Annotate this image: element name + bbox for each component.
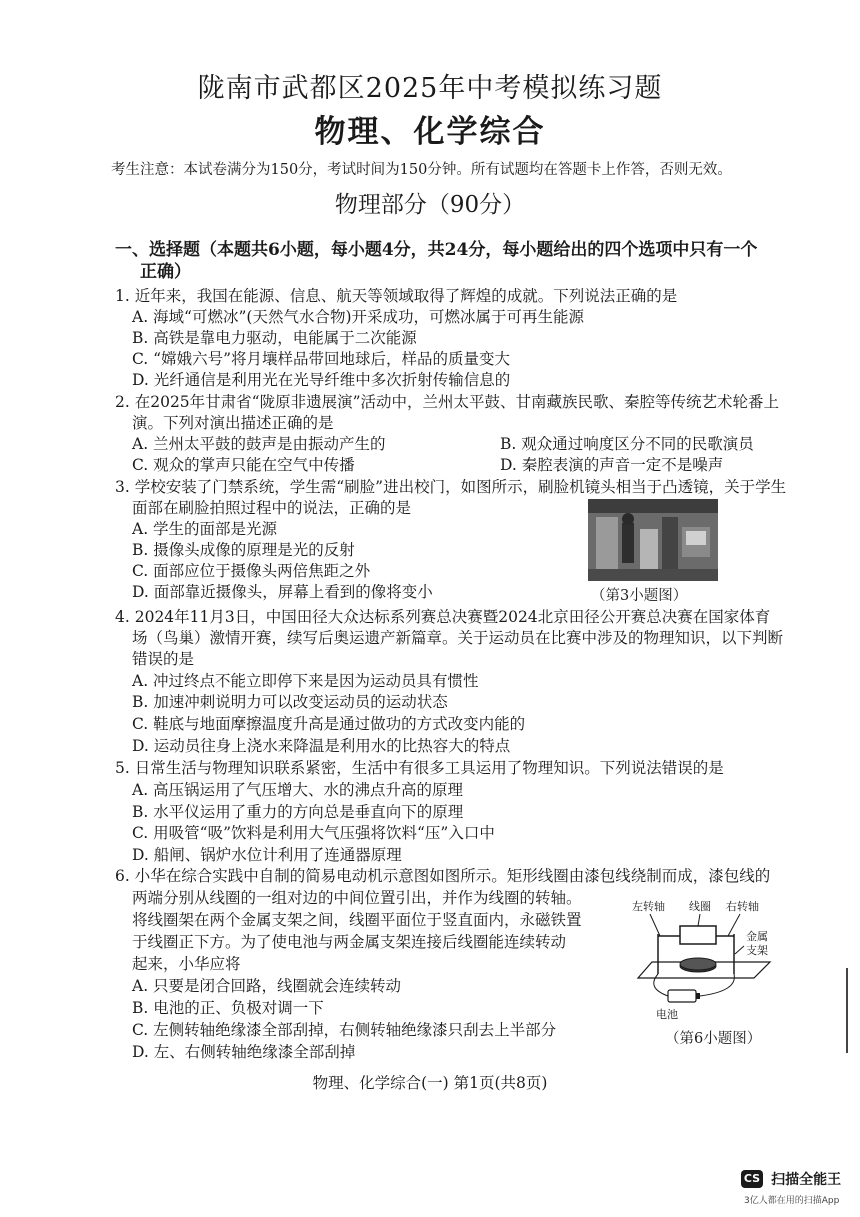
q2-option-a: A. 兰州太平鼓的鼓声是由振动产生的 xyxy=(132,435,386,453)
q4-option-a: A. 冲过终点不能立即停下来是因为运动员具有惯性 xyxy=(132,672,479,690)
q2-stem-line1: 2. 在2025年甘肃省“陇原非遗展演”活动中，兰州太平鼓、甘南藏族民歌、秦腔等传统艺术轮番上 xyxy=(115,393,780,411)
q2-option-c: C. 观众的掌声只能在空气中传播 xyxy=(132,456,355,474)
exam-title: 陇南市武都区2025年中考模拟练习题 xyxy=(197,73,663,104)
label-coil: 线圈 xyxy=(689,900,711,913)
q6-stem-line5: 起来，小华应将 xyxy=(132,955,241,973)
q3-option-a: A. 学生的面部是光源 xyxy=(132,520,278,538)
q4-stem-line2: 场（鸟巢）激情开赛，续写后奥运遗产新篇章。关于运动员在比赛中涉及的物理知识，以下判断 xyxy=(132,629,784,647)
q6-option-b: B. 电池的正、负极对调一下 xyxy=(132,999,324,1017)
battery xyxy=(668,990,696,1002)
scan-edge-mark xyxy=(846,968,848,1053)
q5-option-d: D. 船闸、锅炉水位计利用了连通器原理 xyxy=(132,846,402,864)
coil-shape xyxy=(680,926,716,944)
label-bracket: 支架 xyxy=(746,944,768,957)
q6-stem-line2: 两端分别从线圈的一组对边的中间位置引出，并作为线圈的转轴。 xyxy=(132,889,582,907)
q2-option-d: D. 秦腔表演的声音一定不是噪声 xyxy=(500,456,724,474)
q4-option-b: B. 加速冲刺说明力可以改变运动员的运动状态 xyxy=(132,693,448,711)
section-title: 物理部分（90分） xyxy=(334,192,526,218)
q1-option-a: A. 海域“可燃冰”(天然气水合物)开采成功，可燃冰属于可再生能源 xyxy=(132,308,584,326)
q6-option-d: D. 左、右侧转轴绝缘漆全部刮掉 xyxy=(132,1043,356,1061)
face-recognition-gate-photo xyxy=(588,499,718,581)
q5-option-b: B. 水平仪运用了重力的方向总是垂直向下的原理 xyxy=(132,803,464,821)
page-footer: 物理、化学综合(一) 第1页(共8页) xyxy=(312,1074,548,1092)
q1-option-b: B. 高铁是靠电力驱动，电能属于二次能源 xyxy=(132,329,417,347)
label-right-axis: 右转轴 xyxy=(726,900,759,913)
q4-option-c: C. 鞋底与地面摩擦温度升高是通过做功的方式改变内能的 xyxy=(132,715,526,733)
q4-option-d: D. 运动员往身上浇水来降温是利用水的比热容大的特点 xyxy=(132,737,511,755)
label-battery: 电池 xyxy=(656,1008,678,1021)
watermark-name: 扫描全能王 xyxy=(771,1171,842,1188)
q6-figure-caption: （第6小题图） xyxy=(665,1031,762,1047)
q6-stem-line4: 于线圈正下方。为了使电池与两金属支架连接后线圈能连续转动 xyxy=(132,933,567,951)
q2-option-b: B. 观众通过响度区分不同的民歌演员 xyxy=(500,435,754,453)
q1-option-d: D. 光纤通信是利用光在光导纤维中多次折射传输信息的 xyxy=(132,371,511,389)
q6-option-c: C. 左侧转轴绝缘漆全部刮掉，右侧转轴绝缘漆只刮去上半部分 xyxy=(132,1021,557,1039)
q3-option-d: D. 面部靠近摄像头，屏幕上看到的像将变小 xyxy=(132,583,433,601)
q6-stem-line1: 6. 小华在综合实践中自制的简易电动机示意图如图所示。矩形线圈由漆包线绕制而成，漆包线的 xyxy=(115,867,771,885)
scanner-watermark-logo xyxy=(741,1168,841,1189)
exam-subtitle: 物理、化学综合 xyxy=(314,114,546,150)
q2-stem-line2: 演。下列对演出描述正确的是 xyxy=(132,414,334,432)
label-left-axis: 左转轴 xyxy=(632,900,665,913)
gate-photo-drawing xyxy=(588,499,718,581)
q5-stem: 5. 日常生活与物理知识联系紧密，生活中有很多工具运用了物理知识。下列说法错误的是 xyxy=(115,759,724,777)
cs-logo-icon: CS xyxy=(741,1170,763,1188)
q3-stem-line2: 面部在刷脸拍照过程中的说法，正确的是 xyxy=(132,499,412,517)
q4-stem-line1: 4. 2024年11月3日，中国田径大众达标系列赛总决赛暨2024北京田径公开赛总决赛在国家体育 xyxy=(115,608,771,626)
q4-stem-line3: 错误的是 xyxy=(132,650,195,668)
q5-option-c: C. 用吸管“吸”饮料是利用大气压强将饮料“压”入口中 xyxy=(132,824,495,842)
label-metal: 金属 xyxy=(746,930,768,943)
electric-motor-diagram xyxy=(628,896,778,1021)
q3-option-c: C. 面部应位于摄像头两倍焦距之外 xyxy=(132,562,371,580)
part-heading-line1: 一、选择题（本题共6小题，每小题4分，共24分，每小题给出的四个选项中只有一个 xyxy=(115,240,758,260)
watermark-tagline: 3亿人都在用的扫描App xyxy=(744,1196,840,1206)
q5-option-a: A. 高压锅运用了气压增大、水的沸点升高的原理 xyxy=(132,781,464,799)
exam-notice: 考生注意：本试卷满分为150分，考试时间为150分钟。所有试题均在答题卡上作答，否则无效。 xyxy=(111,162,732,178)
part-heading-line2: 正确） xyxy=(140,262,191,282)
q1-option-c: C. “嫦娥六号”将月壤样品带回地球后，样品的质量变大 xyxy=(132,350,511,368)
q6-option-a: A. 只要是闭合回路，线圈就会连续转动 xyxy=(132,977,402,995)
q6-stem-line3: 将线圈架在两个金属支架之间，线圈平面位于竖直面内，永磁铁置 xyxy=(132,911,582,929)
q3-stem-line1: 3. 学校安装了门禁系统，学生需“刷脸”进出校门，如图所示，刷脸机镜头相当于凸透镜，关于学生 xyxy=(115,478,787,496)
q3-figure-caption: （第3小题图） xyxy=(591,588,688,604)
q1-stem: 1. 近年来，我国在能源、信息、航天等领域取得了辉煌的成就。下列说法正确的是 xyxy=(115,287,678,305)
q3-option-b: B. 摄像头成像的原理是光的反射 xyxy=(132,541,355,559)
